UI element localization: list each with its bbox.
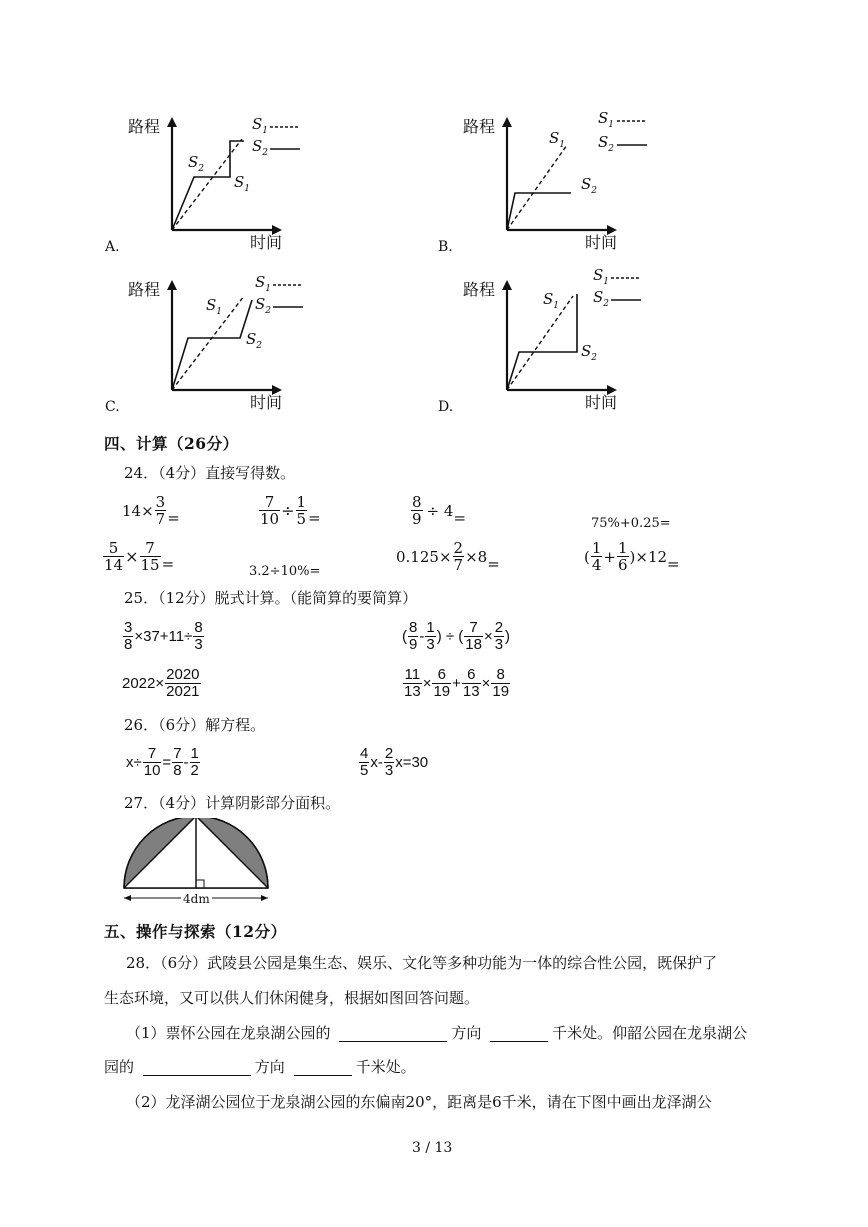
curve-label-s2: $S_2$ [581,175,598,196]
q25-expr-3: 2022× $\frac{2020}{2021}$ [122,666,200,700]
legend-s1-line [611,276,641,280]
q24-item-b: $\frac{7}{10}$ ÷ $\frac{1}{5}$ = [260,493,321,528]
q24-prompt: 24．（4分）直接写得数。 [124,464,296,482]
curve-label-s1: $S_1$ [234,173,251,194]
legend-s2: $S_2$ [252,137,269,158]
dimension-label: 4dm [183,892,210,906]
q24-item-d: 75%+0.25= [591,516,671,531]
q24-item-g: 0.125× $\frac{2}{7}$ ×8 = [396,539,500,574]
q25-prompt: 25．（12分）脱式计算。（能简算的要简算） [124,589,418,607]
curve-label-s2: $S_2$ [246,330,263,351]
x-axis-label: 时间 [585,233,618,252]
x-axis-label: 时间 [250,233,283,252]
x-axis-label: 时间 [585,393,618,412]
legend-s2-line [611,298,641,302]
q24-item-f: 3.2÷10%= [249,564,321,579]
x-axis-label: 时间 [250,393,283,412]
legend-s1: $S_1$ [255,273,272,294]
option-label-d: D. [438,399,454,415]
q27-prompt: 27．（4分）计算阴影部分面积。 [124,794,341,812]
page-number: 3 / 13 [412,1140,453,1156]
q26-equation-1: x÷ $\frac{7}{10}$ = $\frac{7}{8}$ - $\frac{1}{2}$ [126,745,199,779]
shaded-area-figure [118,818,278,910]
answer-blank[interactable] [339,1041,447,1042]
legend-s1-line [270,125,300,129]
option-label-c: C. [105,399,120,415]
section-title-explore: 五、操作与探索（12分） [104,922,287,941]
curve-label-s1: $S_1$ [543,290,560,311]
q26-equation-2: $\frac{4}{5}$ x- $\frac{2}{3}$ x=30 [360,745,429,779]
graph-option-c [100,268,320,418]
q28-part-1-line-2: 园的 方向 千米处。 [104,1058,416,1076]
q24-item-e: $\frac{5}{14}$ × $\frac{7}{15}$ = [104,539,175,574]
q28-line-1: 28．（6分）武陵县公园是集生态、娱乐、文化等多种功能为一体的综合性公园，既保护了 [126,954,718,972]
legend-s1: $S_1$ [598,109,615,130]
q24-item-a: 14× $\frac{3}{7}$ = [122,493,180,528]
answer-blank[interactable] [143,1075,251,1076]
q25-expr-1: $\frac{3}{8}$ ×37+11÷ $\frac{8}{3}$ [124,619,203,653]
legend-s1-line [617,119,647,123]
q24-item-h: ( $\frac{1}{4}$ + $\frac{1}{6}$ )×12 = [584,539,680,574]
legend-s2: $S_2$ [255,295,272,316]
legend-s2: $S_2$ [593,288,610,309]
y-axis-label: 路程 [128,117,161,136]
legend-s1-line [273,283,303,287]
option-label-a: A. [105,239,120,255]
graph-option-d [435,268,655,418]
q26-prompt: 26．（6分）解方程。 [124,716,266,734]
legend-s2-line [270,147,300,151]
q28-line-2: 生态环境，又可以供人们休闲健身，根据如图回答问题。 [104,989,480,1007]
curve-label-s1: $S_1$ [549,129,566,150]
y-axis-label: 路程 [463,280,496,299]
legend-s2-line [273,305,303,309]
curve-label-s2: $S_2$ [581,342,598,363]
answer-blank[interactable] [490,1041,548,1042]
q25-expr-2: ( $\frac{8}{9}$ - $\frac{1}{3}$ ) ÷ ( $\frac{7}{18}$ × $\frac{2}{3}$ ) [402,619,511,653]
answer-blank[interactable] [294,1075,352,1076]
y-axis-label: 路程 [128,280,161,299]
curve-label-s1: $S_1$ [206,296,223,317]
legend-s2: $S_2$ [598,133,615,154]
q28-part-1-line-1: （1）票怀公园在龙泉湖公园的 方向 千米处。仰韶公园在龙泉湖公 [126,1024,748,1042]
legend-s1: $S_1$ [252,115,269,136]
legend-s1: $S_1$ [593,266,610,287]
curve-label-s2: $S_2$ [188,153,205,174]
section-title-calc: 四、计算（26分） [104,434,239,453]
q24-item-c: $\frac{8}{9}$ ÷ 4 = [412,493,467,528]
legend-s2-line [617,143,647,147]
q28-part-2: （2）龙泽湖公园位于龙泉湖公园的东偏南20°，距离是6千米，请在下图中画出龙泽湖公 [126,1093,712,1111]
q25-expr-4: $\frac{11}{13}$ × $\frac{6}{19}$ + $\frac{6}{13}$ × $\frac{8}{19}$ [404,666,510,700]
graph-option-b [435,105,655,255]
y-axis-label: 路程 [463,117,496,136]
option-label-b: B. [438,239,453,255]
graph-option-a [100,105,320,255]
